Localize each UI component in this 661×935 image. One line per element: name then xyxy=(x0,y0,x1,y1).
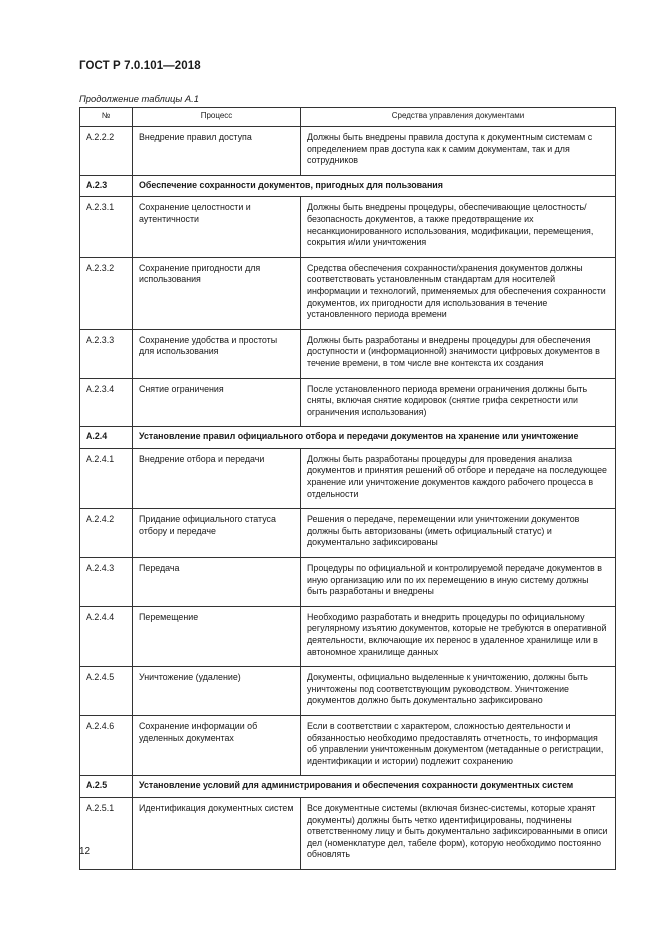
row-controls: Должны быть разработаны процедуры для проведения анализа документов и принятия решений об отборе и передаче на последующее хранение или уничтожение документов каждого рабочего процесса в отдельности xyxy=(301,448,616,508)
row-process: Внедрение правил доступа xyxy=(133,127,301,176)
table-row xyxy=(80,378,616,427)
table-row xyxy=(80,127,616,176)
row-controls: Необходимо разработать и внедрить процедуры по официальному регулярному изъятию документов, которые не требуются в оперативной деятельности, включающие их перенос в удаленное хранилище или в автономное хранилище данных xyxy=(301,606,616,666)
row-code: А.2.3.3 xyxy=(80,329,133,378)
table-header-row xyxy=(80,108,616,127)
row-code: А.2.5.1 xyxy=(80,797,133,869)
table-section-row xyxy=(80,427,616,449)
row-process: Передача xyxy=(133,558,301,607)
section-title: Обеспечение сохранности документов, пригодных для пользования xyxy=(133,175,616,197)
row-process: Уничтожение (удаление) xyxy=(133,667,301,716)
table-row xyxy=(80,257,616,329)
section-code: А.2.4 xyxy=(80,427,133,449)
row-process: Перемещение xyxy=(133,606,301,666)
table-row xyxy=(80,197,616,257)
table-row xyxy=(80,715,616,775)
row-controls: Документы, официально выделенные к уничтожению, должны быть уничтожены под соответствующим руководством. Уничтожение документов должно быть документально зафиксировано xyxy=(301,667,616,716)
row-controls: Должны быть внедрены процедуры, обеспечивающие целостность/безопасность документов, а также предотвращение их несанкционированного использования, модификации, перемещения, сокрытия и/или уничтожения xyxy=(301,197,616,257)
row-code: А.2.3.2 xyxy=(80,257,133,329)
row-controls: Все документные системы (включая бизнес-системы, которые хранят документы) должны быть четко идентифицированы, подчинены ответственному лицу и быть документально зафиксированными в описи дел (номенклатуре дел, табеле форм), которую необходимо постоянно обновлять xyxy=(301,797,616,869)
row-code: А.2.4.5 xyxy=(80,667,133,716)
document-controls-table xyxy=(79,107,616,870)
table-row xyxy=(80,448,616,508)
section-title: Установление условий для администрирования и обеспечения сохранности документных систем xyxy=(133,776,616,798)
section-code: А.2.5 xyxy=(80,776,133,798)
row-process: Придание официального статуса отбору и передаче xyxy=(133,509,301,558)
table-body xyxy=(80,127,616,870)
row-code: А.2.4.1 xyxy=(80,448,133,508)
row-process: Сохранение удобства и простоты для использования xyxy=(133,329,301,378)
column-header-process: Процесс xyxy=(133,108,301,127)
table-section-row xyxy=(80,776,616,798)
row-process: Внедрение отбора и передачи xyxy=(133,448,301,508)
table-row xyxy=(80,509,616,558)
table-row xyxy=(80,558,616,607)
table-section-row xyxy=(80,175,616,197)
row-process: Снятие ограничения xyxy=(133,378,301,427)
table-caption: Продолжение таблицы А.1 xyxy=(79,93,199,104)
table-row xyxy=(80,606,616,666)
row-code: А.2.2.2 xyxy=(80,127,133,176)
table-row xyxy=(80,667,616,716)
row-controls: Если в соответствии с характером, сложностью деятельности и обязанностью необходимо предоставлять отчетность, то информация об управлении уничтоженным документом (метаданные о регистрации, идентификации и истории) подлежит сохранению xyxy=(301,715,616,775)
row-code: А.2.4.6 xyxy=(80,715,133,775)
row-process: Сохранение пригодности для использования xyxy=(133,257,301,329)
row-code: А.2.4.4 xyxy=(80,606,133,666)
row-controls: Решения о передаче, перемещении или уничтожении документов должны быть авторизованы (иметь официальный статус) и документально зафиксированы xyxy=(301,509,616,558)
section-code: А.2.3 xyxy=(80,175,133,197)
row-process: Сохранение информации об уделенных документах xyxy=(133,715,301,775)
page-number: 12 xyxy=(79,846,91,857)
table-row xyxy=(80,329,616,378)
row-controls: Должны быть внедрены правила доступа к документным системам с определением прав доступа как к самим документам, так и для сотрудников xyxy=(301,127,616,176)
row-code: А.2.4.2 xyxy=(80,509,133,558)
table-row xyxy=(80,797,616,869)
row-code: А.2.3.4 xyxy=(80,378,133,427)
section-title: Установление правил официального отбора и передачи документов на хранение или уничтожение xyxy=(133,427,616,449)
row-process: Сохранение целостности и аутентичности xyxy=(133,197,301,257)
row-controls: Должны быть разработаны и внедрены процедуры для обеспечения доступности и (информационной) значимости цифровых документов в течение времени, в том числе вне контекста их создания xyxy=(301,329,616,378)
row-code: А.2.4.3 xyxy=(80,558,133,607)
row-process: Идентификация документных систем xyxy=(133,797,301,869)
row-controls: Средства обеспечения сохранности/хранения документов должны соответствовать установленным стандартам для носителей информации и технологий, применяемых для обеспечения сохранности документов, их пригодности для использования в течение установленного периода времени xyxy=(301,257,616,329)
column-header-controls: Средства управления документами xyxy=(301,108,616,127)
document-header: ГОСТ Р 7.0.101—2018 xyxy=(79,60,201,72)
row-code: А.2.3.1 xyxy=(80,197,133,257)
row-controls: Процедуры по официальной и контролируемой передаче документов в иную организацию или по их перемещению в иную систему должны быть разработаны и внедрены xyxy=(301,558,616,607)
row-controls: После установленного периода времени ограничения должны быть сняты, включая снятие кодировок (снятие грифа секретности или ограничения использования) xyxy=(301,378,616,427)
column-header-number: № xyxy=(80,108,133,127)
